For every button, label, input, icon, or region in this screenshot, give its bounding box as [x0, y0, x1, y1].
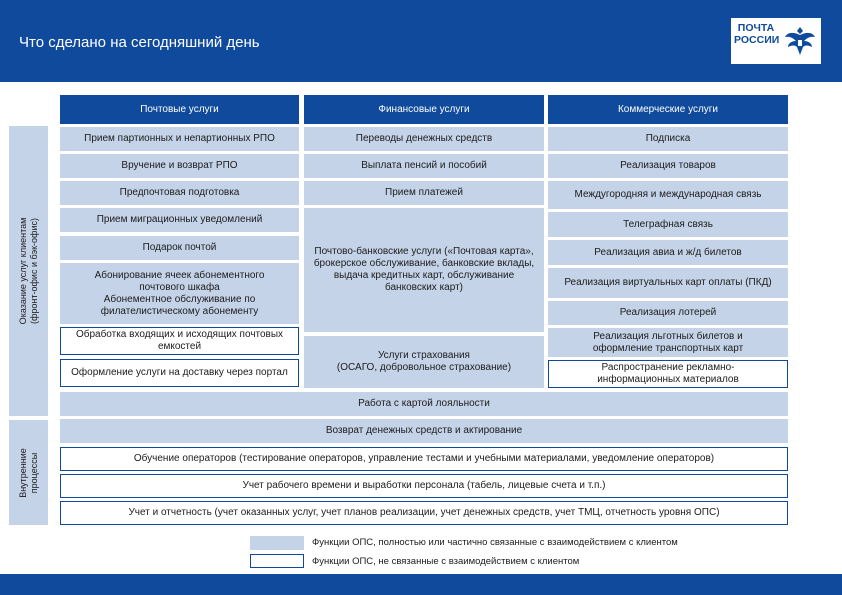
header-bar — [0, 0, 842, 82]
shared-row-loyalty: Работа с картой лояльности — [60, 392, 788, 416]
financial-item: Прием платежей — [304, 181, 544, 205]
side-label-internal — [9, 420, 48, 525]
commercial-item: Распространение рекламно-информационных материалов — [548, 360, 788, 388]
postal-item: Прием партионных и непартионных РПО — [60, 127, 299, 151]
financial-item: Услуги страхования (ОСАГО, добровольное страхование) — [304, 336, 544, 388]
commercial-item: Междугородняя и международная связь — [548, 181, 788, 209]
financial-item: Почтово-банковские услуги («Почтовая карта», брокерское обслуживание, банковские вклады, выдача кредитных карт, обслуживание банковских карт) — [304, 208, 544, 332]
logo — [731, 18, 821, 64]
logo-text: ПОЧТА РОССИИ — [734, 22, 780, 46]
postal-item: Прием миграционных уведомлений — [60, 208, 299, 232]
postal-item: Оформление услуги на доставку через портал — [60, 359, 299, 387]
side-label-client-text: Оказание услуг клиентам (фронт-офис и бэк-офис) — [17, 217, 39, 325]
commercial-item: Реализация льготных билетов и оформление транспортных карт — [548, 328, 788, 357]
column-header-financial: Финансовые услуги — [304, 95, 544, 124]
legend-text-blue: Функции ОПС, полностью или частично связанные с взаимодействием с клиентом — [312, 537, 678, 548]
column-header-postal: Почтовые услуги — [60, 95, 299, 124]
commercial-item: Реализация лотерей — [548, 301, 788, 325]
side-label-internal-text: Внутренние процессы — [17, 447, 39, 498]
commercial-item: Реализация виртуальных карт оплаты (ПКД) — [548, 268, 788, 298]
legend-swatch-white — [250, 554, 304, 568]
legend-text-white: Функции ОПС, не связанные с взаимодействием с клиентом — [312, 556, 580, 567]
footer-bar — [0, 574, 842, 595]
internal-item: Учет и отчетность (учет оказанных услуг, учет планов реализации, учет денежных средств, учет ТМЦ, отчетность уровня ОПС) — [60, 501, 788, 525]
internal-item: Обучение операторов (тестирование операторов, управление тестами и учебными материалами, уведомление операторов) — [60, 447, 788, 471]
financial-item: Выплата пенсий и пособий — [304, 154, 544, 178]
commercial-item: Телеграфная связь — [548, 212, 788, 237]
commercial-item: Реализация авиа и ж/д билетов — [548, 240, 788, 265]
page-title: Что сделано на сегодняшний день — [19, 34, 260, 51]
postal-item: Предпочтовая подготовка — [60, 181, 299, 205]
legend-swatch-blue — [250, 536, 304, 550]
column-header-commercial: Коммерческие услуги — [548, 95, 788, 124]
postal-item: Абонирование ячеек абонементного почтового шкафа Абонементное обслуживание по филателистическому абонементу — [60, 263, 299, 324]
internal-item: Учет рабочего времени и выработки персонала (табель, лицевые счета и т.п.) — [60, 474, 788, 498]
postal-item: Обработка входящих и исходящих почтовых емкостей — [60, 327, 299, 355]
commercial-item: Подписка — [548, 127, 788, 151]
side-label-client — [9, 126, 48, 416]
commercial-item: Реализация товаров — [548, 154, 788, 178]
shared-row-refund: Возврат денежных средств и актирование — [60, 419, 788, 443]
eagle-emblem-icon — [783, 23, 817, 59]
postal-item: Подарок почтой — [60, 236, 299, 260]
postal-item: Вручение и возврат РПО — [60, 154, 299, 178]
financial-item: Переводы денежных средств — [304, 127, 544, 151]
